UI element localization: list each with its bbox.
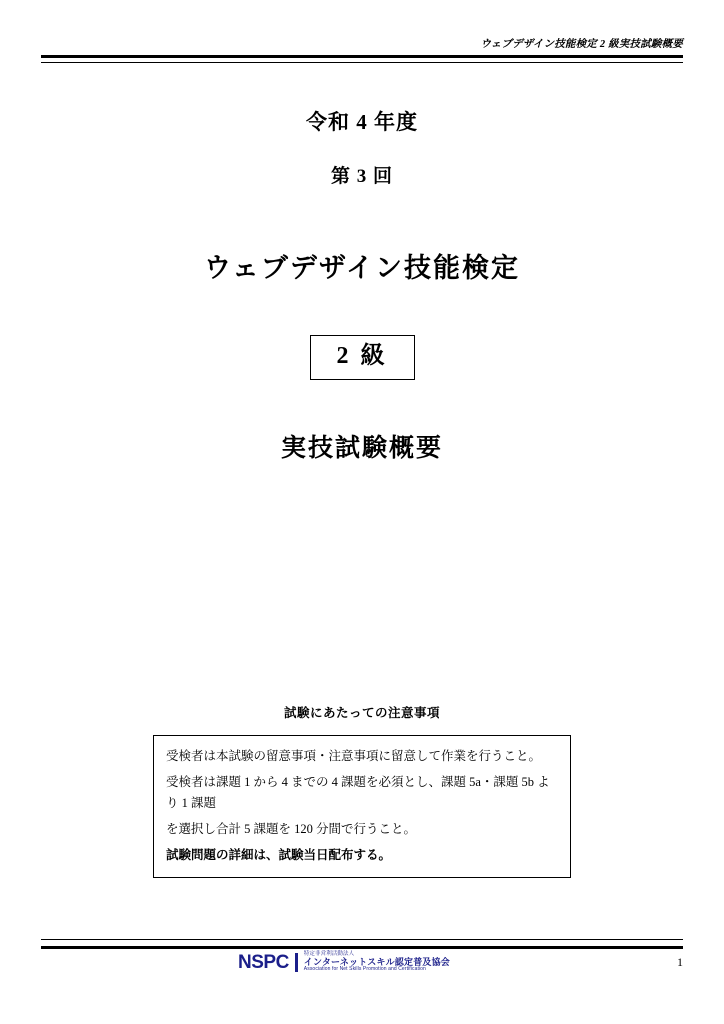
notice-line-4: 試験問題の詳細は、試験当日配布する。 — [166, 848, 392, 862]
logo-line-3: Association for Net Skills Promotion and Certification — [303, 966, 426, 973]
page-number: 1 — [677, 955, 683, 969]
grade-badge: 2 級 — [310, 335, 415, 379]
exam-year: 令和 4 年度 — [306, 110, 418, 134]
notice-line-1: 受検者は本試験の留意事項・注意事項に留意して作業を行うこと。 — [166, 749, 542, 763]
logo-line-1: 特定非営利活動法人 — [303, 951, 355, 957]
logo-divider-icon — [295, 953, 298, 972]
organization-logo — [238, 952, 450, 972]
notice-heading: 試験にあたっての注意事項 — [283, 706, 440, 720]
exam-round: 第 3 回 — [330, 166, 393, 188]
nspc-logo-mark: NSPC — [238, 951, 289, 973]
footer-thick-rule — [41, 946, 683, 949]
notice-line-3: を選択し合計 5 課題を 120 分間で行うこと。 — [166, 821, 417, 836]
footer-thin-rule — [41, 939, 683, 940]
title-block — [0, 110, 724, 464]
running-header: ウェブデザイン技能検定 2 級実技試験概要 — [480, 39, 683, 50]
exam-name: ウェブデザイン技能検定 — [203, 253, 521, 284]
header-thin-rule — [41, 62, 683, 63]
grade-wrapper — [0, 335, 724, 379]
page-subtitle: 実技試験概要 — [280, 434, 443, 462]
logo-line-2: インターネットスキル認定普及協会 — [303, 956, 451, 967]
notice-line-2: 受検者は課題 1 から 4 までの 4 課題を必須とし、課題 5a・課題 5b より 1 課題 — [166, 775, 550, 810]
header-thick-rule — [41, 55, 683, 58]
notice-box — [153, 735, 571, 878]
logo-text-block — [304, 952, 450, 972]
